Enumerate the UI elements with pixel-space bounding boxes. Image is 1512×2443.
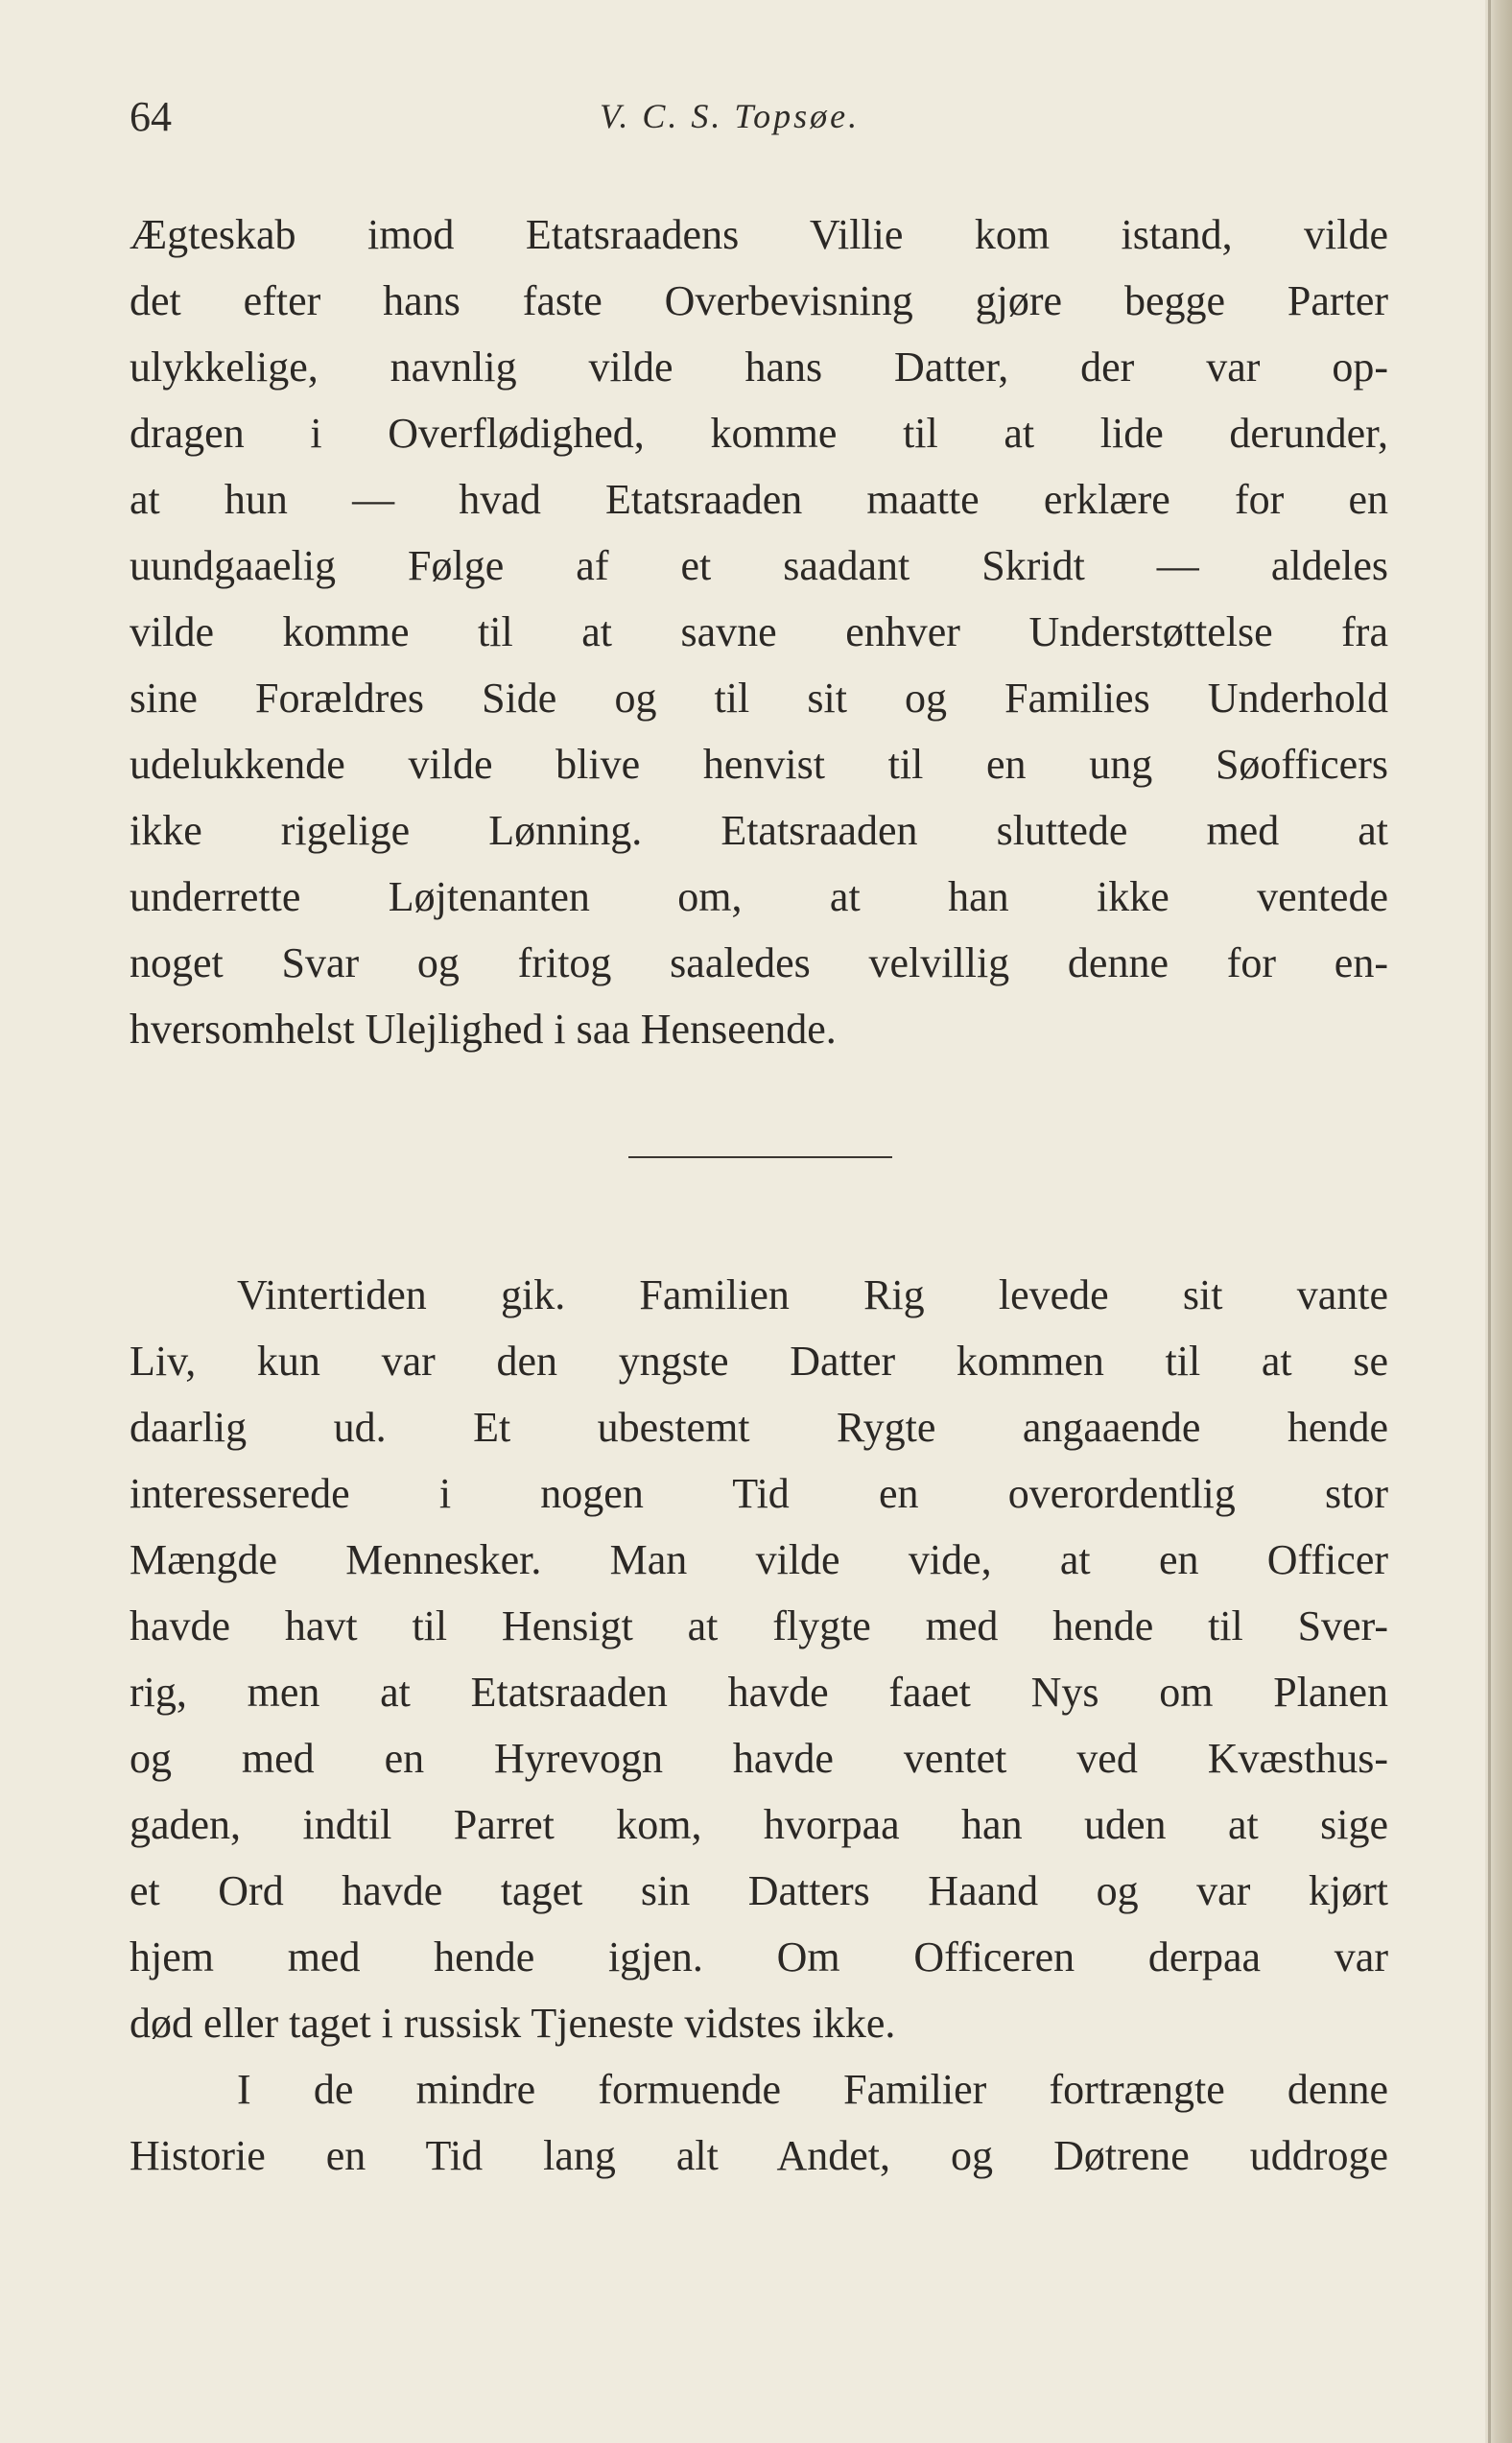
paragraph-1: [130, 202, 1388, 1062]
text-line: uundgaaelig Følge af et saadant Skridt — aldeles: [130, 542, 1388, 589]
text-line: sine Forældres Side og til sit og Families Underhold: [130, 675, 1388, 722]
text-line: at hun — hvad Etatsraaden maatte erklære for en: [130, 476, 1388, 523]
running-title: V. C. S. Topsøe.: [600, 97, 861, 135]
text-line: interesserede i nogen Tid en overordentlig stor: [130, 1470, 1388, 1517]
text-line: rig, men at Etatsraaden havde faaet Nys om Planen: [130, 1669, 1388, 1716]
text-line: et Ord havde taget sin Datters Haand og var kjørt: [130, 1867, 1388, 1914]
text-line: havde havt til Hensigt at flygte med hende til Sver-: [130, 1602, 1388, 1649]
text-line: daarlig ud. Et ubestemt Rygte angaaende hende: [130, 1404, 1388, 1451]
text-line: Historie en Tid lang alt Andet, og Døtrene uddroge: [130, 2132, 1388, 2179]
text-line: Ægteskab imod Etatsraadens Villie kom istand, vilde: [130, 211, 1388, 258]
page-edge-line: [1488, 0, 1491, 2443]
text-line: ulykkelige, navnlig vilde hans Datter, der var op-: [130, 344, 1388, 391]
text-line: gaden, indtil Parret kom, hvorpaa han uden at sige: [130, 1801, 1388, 1848]
text-line: død eller taget i russisk Tjeneste vidstes ikke.: [130, 2000, 896, 2047]
text-line: Vintertiden gik. Familien Rig levede sit vante: [237, 1271, 1388, 1318]
text-line: Liv, kun var den yngste Datter kommen til at se: [130, 1338, 1388, 1385]
page-number: 64: [130, 93, 172, 140]
text-line: noget Svar og fritog saaledes velvillig denne for en-: [130, 939, 1388, 986]
text-line: dragen i Overflødighed, komme til at lide derunder,: [130, 410, 1388, 457]
section-divider: [628, 1156, 892, 1158]
text-line: ikke rigelige Lønning. Etatsraaden sluttede med at: [130, 807, 1388, 854]
text-line: Mængde Mennesker. Man vilde vide, at en Officer: [130, 1536, 1388, 1583]
text-line: og med en Hyrevogn havde ventet ved Kvæsthus-: [130, 1735, 1388, 1782]
paragraph-2: [130, 1262, 1388, 2189]
running-head: [130, 92, 1396, 150]
text-line: underrette Løjtenanten om, at han ikke ventede: [130, 873, 1388, 920]
text-line: det efter hans faste Overbevisning gjøre begge Parter: [130, 277, 1388, 324]
text-line: I de mindre formuende Familier fortrængte denne: [237, 2066, 1388, 2113]
text-line: udelukkende vilde blive henvist til en ung Søofficers: [130, 741, 1388, 788]
text-line: hjem med hende igjen. Om Officeren derpaa var: [130, 1933, 1388, 1980]
text-line: vilde komme til at savne enhver Understøttelse fra: [130, 608, 1388, 655]
text-line: hversomhelst Ulejlighed i saa Henseende.: [130, 1006, 837, 1053]
